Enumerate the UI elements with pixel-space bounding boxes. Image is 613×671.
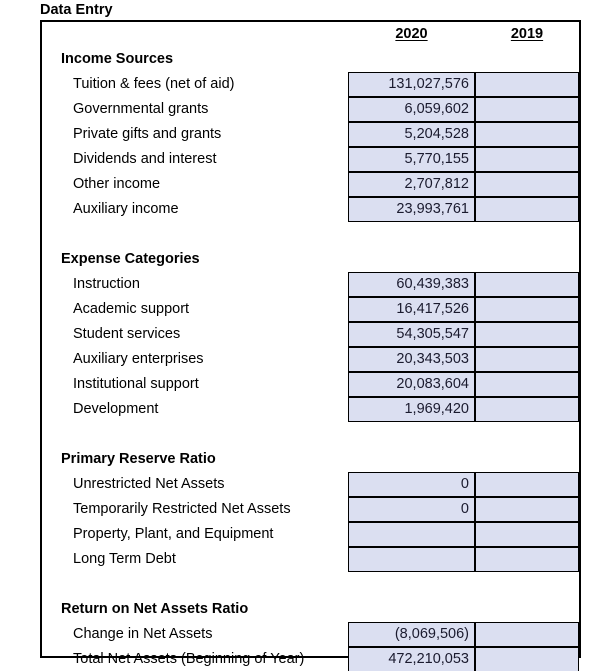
data-entry-table (40, 20, 581, 667)
section-label: Income Sources (61, 51, 174, 67)
row-label: Student services (73, 326, 181, 342)
row-label: Development (73, 401, 159, 417)
cell-2020[interactable]: 60,439,383 (348, 272, 475, 297)
table-row (42, 497, 579, 522)
table-spacer-row (42, 222, 579, 247)
table-row (42, 322, 579, 347)
cell-2019[interactable] (475, 97, 579, 122)
row-label: Institutional support (73, 376, 199, 392)
table-grid (42, 22, 579, 667)
cell-2019[interactable] (475, 172, 579, 197)
row-label (42, 422, 348, 447)
cell-2020[interactable]: 2,707,812 (348, 172, 475, 197)
cell-2020[interactable]: 5,204,528 (348, 122, 475, 147)
column-header-2020: 2020 (395, 26, 428, 42)
cell-2020[interactable]: (8,069,506) (348, 622, 475, 647)
row-label: Property, Plant, and Equipment (73, 526, 274, 542)
cell-2019[interactable] (475, 397, 579, 422)
row-label: Auxiliary income (73, 201, 179, 217)
row-label: Academic support (73, 301, 190, 317)
cell-2019[interactable] (475, 272, 579, 297)
cell-2019[interactable] (475, 347, 579, 372)
row-label: Other income (73, 176, 161, 192)
table-row (42, 172, 579, 197)
cell-2020[interactable]: 5,770,155 (348, 147, 475, 172)
table-section-row (42, 247, 579, 272)
cell-2020[interactable]: 131,027,576 (348, 72, 475, 97)
row-label (42, 222, 348, 247)
cell-2019[interactable] (475, 522, 579, 547)
cell-2020[interactable]: 20,083,604 (348, 372, 475, 397)
cell-2019[interactable] (475, 647, 579, 671)
cell-2019[interactable] (475, 197, 579, 222)
row-label: Private gifts and grants (73, 126, 222, 142)
row-label: Unrestricted Net Assets (73, 476, 225, 492)
table-row (42, 122, 579, 147)
table-row (42, 622, 579, 647)
table-section-row (42, 447, 579, 472)
section-label: Primary Reserve Ratio (61, 451, 216, 467)
row-label: Auxiliary enterprises (73, 351, 204, 367)
page-title: Data Entry (40, 2, 113, 18)
row-label: Dividends and interest (73, 151, 217, 167)
table-row (42, 97, 579, 122)
cell-2020[interactable]: 54,305,547 (348, 322, 475, 347)
cell-2020[interactable]: 16,417,526 (348, 297, 475, 322)
cell-2020[interactable]: 20,343,503 (348, 347, 475, 372)
table-row (42, 297, 579, 322)
cell-2020[interactable]: 472,210,053 (348, 647, 475, 671)
table-row (42, 647, 579, 671)
row-label: Total Net Assets (Beginning of Year) (73, 651, 305, 667)
table-spacer-row (42, 422, 579, 447)
cell-2019[interactable] (475, 547, 579, 572)
table-row (42, 347, 579, 372)
table-row (42, 72, 579, 97)
cell-2019[interactable] (475, 297, 579, 322)
table-header-row (42, 22, 579, 47)
cell-2020[interactable]: 0 (348, 472, 475, 497)
table-row (42, 372, 579, 397)
cell-2019[interactable] (475, 322, 579, 347)
cell-2020[interactable] (348, 522, 475, 547)
cell-2019[interactable] (475, 472, 579, 497)
row-label (42, 572, 348, 597)
column-header-2019: 2019 (510, 26, 544, 42)
table-row (42, 472, 579, 497)
table-section-row (42, 47, 579, 72)
row-label: Instruction (73, 276, 140, 292)
row-label: Tuition & fees (net of aid) (73, 76, 235, 92)
cell-2020[interactable]: 6,059,602 (348, 97, 475, 122)
cell-2019[interactable] (475, 122, 579, 147)
cell-2019[interactable] (475, 147, 579, 172)
table-section-row (42, 597, 579, 622)
cell-2019[interactable] (475, 72, 579, 97)
cell-2019[interactable] (475, 622, 579, 647)
section-label: Return on Net Assets Ratio (61, 601, 249, 617)
cell-2020[interactable] (348, 547, 475, 572)
table-row (42, 522, 579, 547)
cell-2020[interactable]: 1,969,420 (348, 397, 475, 422)
cell-2020[interactable]: 23,993,761 (348, 197, 475, 222)
table-row (42, 147, 579, 172)
cell-2019[interactable] (475, 497, 579, 522)
table-row (42, 272, 579, 297)
table-row (42, 197, 579, 222)
table-row (42, 397, 579, 422)
section-label: Expense Categories (61, 251, 200, 267)
cell-2020[interactable]: 0 (348, 497, 475, 522)
row-label: Long Term Debt (73, 551, 176, 567)
table-row (42, 547, 579, 572)
row-label: Governmental grants (73, 101, 209, 117)
row-label: Temporarily Restricted Net Assets (73, 501, 291, 517)
table-spacer-row (42, 572, 579, 597)
row-label: Change in Net Assets (73, 626, 213, 642)
cell-2019[interactable] (475, 372, 579, 397)
